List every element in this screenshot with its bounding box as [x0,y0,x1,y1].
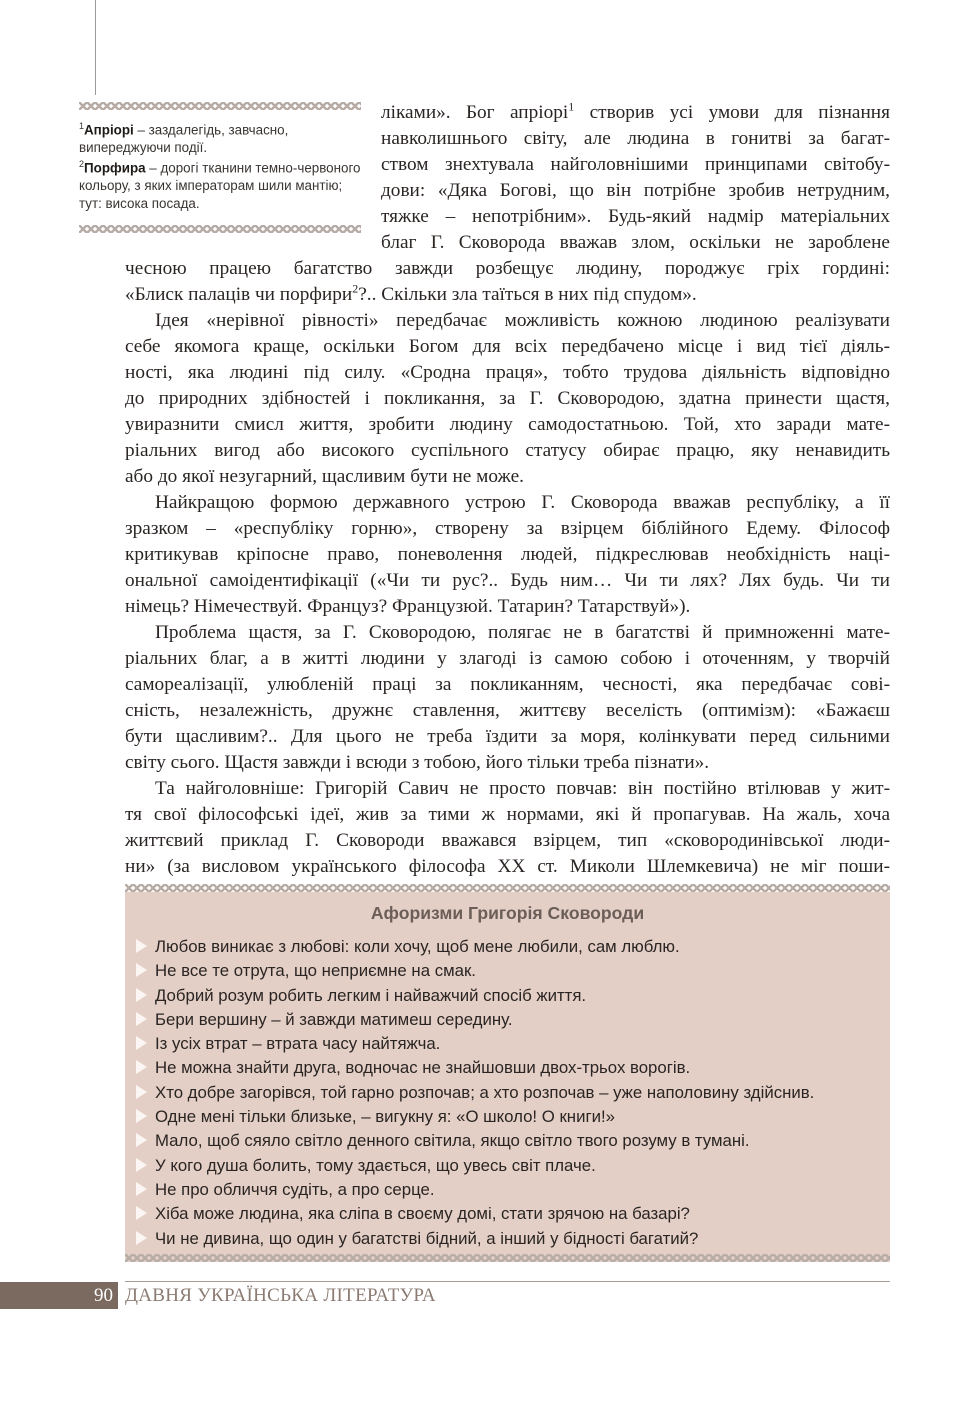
bullet-triangle-icon [136,988,147,1002]
aphorism-item: Із усіх втрат – втрата часу найтяжча. [136,1032,814,1056]
body-line: самореалізації, улюбленій праці за покликанням, чесності, яка передбачає сові- [125,674,890,695]
footnote-top-ornament [79,102,361,110]
body-line: зразком – «республіку горню», створену за взірцем біблійного Едему. Філософ [125,518,890,539]
bullet-triangle-icon [136,1158,147,1172]
footnote-bottom-ornament [79,225,361,233]
aphorism-item: Любов виникає з любові: коли хочу, щоб мене любили, сам люблю. [136,935,814,959]
body-line: сність, незалежність, дружнє ставлення, життєву веселість (оптимізм): «Бажаєш [125,700,890,721]
body-line: «Блиск палаців чи порфири$^2$?.. Скільки зла таїться в них під спудом». [125,281,697,305]
bullet-triangle-icon [136,1109,147,1123]
aphorism-item: Чи не дивина, що один у багатстві бідний, а інший у бідності багатий? [136,1227,814,1251]
body-line: чесною працею багатство завжди розбещує людину, породжує гріх гордині: [125,258,890,279]
paragraph-start: Проблема щастя, за Г. Сковородою, полягає не в багатстві й примноженні мате- [155,622,890,643]
bullet-triangle-icon [136,1012,147,1026]
bullet-triangle-icon [136,1085,147,1099]
aphorism-item: Добрий розум робить легким і найважчий спосіб життя. [136,984,814,1008]
footnote-1: $^1$Апріорі – заздалегідь, завчасно, випереджуючи події. [79,121,289,155]
aphorism-item: Бери вершину – й завжди матимеш середину. [136,1008,814,1032]
body-line: ріальних благ, а в житті людини у злагоді із самою собою і оточенням, у творчій [125,648,890,669]
bullet-triangle-icon [136,1231,147,1245]
body-line: німець? Німечествуй. Француз? Французюй. Татарин? Татарствуй»). [125,596,691,617]
body-line: себе якомога краще, оскільки Богом для всіх передбачено місце і вид тієї діяль- [125,336,890,357]
body-line: бути щасливим?.. Для цього не треба їздити за моря, колінкувати перед сильними [125,726,890,747]
bullet-triangle-icon [136,1133,147,1147]
body-line: ліками». Бог апріорі$^1$ створив усі умови для пізнання [381,99,890,123]
body-line: або до якої незугарний, щасливим бути не може. [125,466,524,487]
aphorism-item: Не про обличчя судіть, а про серце. [136,1178,814,1202]
body-line: до природних здібностей і покликання, за Г. Сковородою, здатна принести щастя, [125,388,890,409]
body-line: тяжке – непотрібним». Будь-який надмір матеріальних [381,206,890,227]
body-line: критикував кріпосне право, поневолення людей, підкреслював необхідність наці- [125,544,890,565]
paragraph-start: Та найголовніше: Григорій Савич не просто повчав: він постійно втілював у жит- [155,778,890,799]
body-line: ством знехтувала найголовнішими принципами світобу- [381,154,890,175]
paragraph-start: Найкращою формою державного устрою Г. Сковорода вважав республіку, а її [155,492,890,513]
bullet-triangle-icon [136,963,147,977]
footnote-term: Порфира [84,160,146,176]
aphorisms-bottom-ornament [125,1254,890,1262]
aphorisms-title: Афоризми Григорія Сковороди [370,903,645,923]
aphorism-item: Не все те отрута, що неприємне на смак. [136,959,814,983]
body-line: ональної самоідентифікації («Чи ти рус?.. Будь ним… Чи ти лях? Лях будь. Чи ти [125,570,890,591]
aphorism-item: Хіба може людина, яка сліпа в своєму домі, стати зрячою на базарі? [136,1202,814,1226]
page-number: 90 [0,1282,118,1309]
bullet-triangle-icon [136,1036,147,1050]
body-line: ни» (за висловом українського філософа ХХ ст. Миколи Шлемкевича) не міг поши- [125,856,890,877]
bullet-triangle-icon [136,1060,147,1074]
paragraph-start: Ідея «нерівної рівності» передбачає можливість кожною людиною реалізувати [155,310,890,331]
body-line: тя свої філософські ідеї, жив за тими ж нормами, які й пропагував. На жаль, хоча [125,804,890,825]
aphorisms-list [136,935,814,1251]
running-head: ДАВНЯ УКРАЇНСЬКА ЛІТЕРАТУРА [125,1285,436,1306]
footnote-2: $^2$Порфира – дорогі тканини темно-червоного кольору, з яких імператорам шили мантію; тут: висока посада. [79,159,361,211]
body-line: життєвий приклад Г. Сковороди вважався взірцем, тип «сковородинівської люди- [125,830,890,851]
aphorism-item: У кого душа болить, тому здається, що увесь світ плаче. [136,1154,814,1178]
body-line: ріальних вигод або високого суспільного статусу обирає працю, яку ненавидить [125,440,890,461]
aphorisms-top-ornament [125,884,890,892]
footnote-term: Апріорі [84,122,134,138]
aphorism-item: Не можна знайти друга, водночас не знайшовши двох-трьох ворогів. [136,1056,814,1080]
aphorism-item: Хто добре загорівся, той гарно розпочав; а хто розпочав – уже наполовину здійснив. [136,1081,814,1105]
margin-rule [95,0,96,95]
bullet-triangle-icon [136,939,147,953]
aphorism-item: Мало, щоб сяяло світло денного світила, якщо світло твого розуму в тумані. [136,1129,814,1153]
aphorism-item: Одне мені тільки близьке, – вигукну я: «О школо! О книги!» [136,1105,814,1129]
bullet-triangle-icon [136,1182,147,1196]
body-line: навколишнього світу, але людина в гонитві за багат- [381,128,890,149]
body-line: світу сього. Щастя завжди і всюди з тобою, його тільки треба пізнати». [125,752,710,773]
body-line: увиразнити смисл життя, зробити людину самодостатньою. Той, хто заради мате- [125,414,890,435]
footnotes [79,118,361,212]
body-line: благ Г. Сковорода вважав злом, оскільки не зароблене [381,232,890,253]
body-line: ності, яка людині під силу. «Сродна праця», тобто трудова діяльність відповідно [125,362,890,383]
body-line: дови: «Дяка Богові, що він потрібне зробив нетрудним, [381,180,890,201]
bullet-triangle-icon [136,1206,147,1220]
